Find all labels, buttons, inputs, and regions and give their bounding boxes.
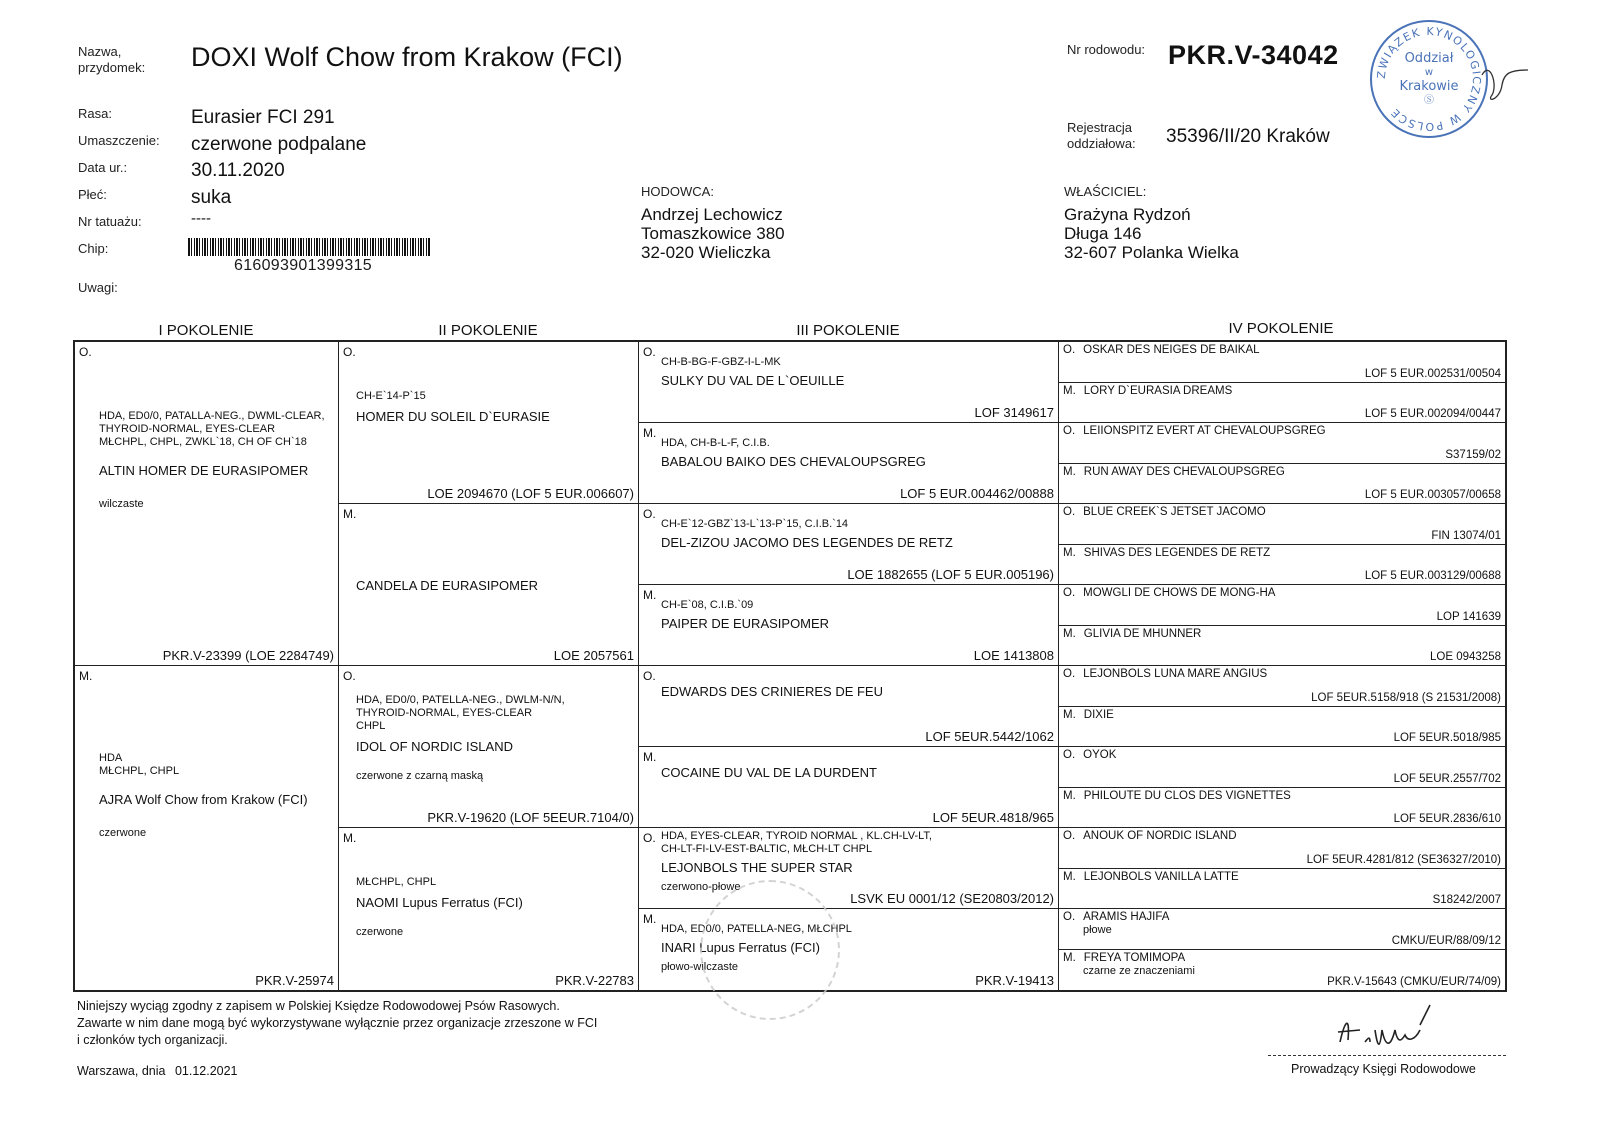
- registration-label-line1: Rejestracja: [1067, 120, 1133, 135]
- ancestor-registration: LOF 5EUR.2836/610: [1393, 813, 1501, 825]
- ancestor-name: LEJONBOLS VANILLA LATTE: [1083, 870, 1239, 883]
- pedigree-cell-gen4: [1059, 504, 1505, 545]
- ancestor-sex-name: [1063, 790, 1291, 802]
- breeder-address: [641, 205, 785, 262]
- chip-barcode-icon: [188, 238, 431, 256]
- ancestor-sex-name: [1063, 871, 1239, 883]
- owner-city: 32-607 Polanka Wielka: [1064, 243, 1239, 262]
- ancestor-info: [356, 876, 634, 938]
- pedigree-number: PKR.V-34042: [1168, 40, 1339, 70]
- pedigree-cell-gen4: [1059, 383, 1505, 424]
- ancestor-sex-name: [1063, 911, 1169, 923]
- ancestor-name: INARI Lupus Ferratus (FCI): [661, 940, 820, 955]
- stamp-line1: Oddział: [1404, 51, 1454, 66]
- ancestor-name: DIXIE: [1083, 708, 1114, 721]
- ancestor-name: EDWARDS DES CRINIERES DE FEU: [661, 684, 883, 699]
- ancestor-title: MŁCHPL, CHPL: [356, 876, 437, 888]
- generation-1-header: I POKOLENIE: [158, 322, 254, 339]
- ancestor-info: [661, 518, 1054, 550]
- ancestor-info: [661, 356, 1054, 388]
- pedigree-cell-gen3: [639, 342, 1059, 423]
- ancestor-sex: O.: [1063, 749, 1076, 761]
- signature-role: Prowadzący Księgi Rodowodowe: [1291, 1062, 1476, 1076]
- ancestor-registration: LOF 5 EUR.004462/00888: [900, 486, 1054, 501]
- color-label: Umaszczenie:: [78, 133, 160, 148]
- ancestor-title: HDA: [99, 752, 123, 764]
- ancestor-info: [661, 437, 1054, 469]
- ancestor-registration: LOE 2094670 (LOF 5 EUR.006607): [427, 486, 634, 501]
- ancestor-name: PAIPER DE EURASIPOMER: [661, 616, 830, 631]
- ancestor-name: FREYA TOMIMOPA: [1083, 951, 1186, 964]
- sex-value: suka: [191, 187, 232, 208]
- ancestor-sex: O.: [1063, 587, 1076, 599]
- ancestor-color: czerwone: [356, 926, 404, 938]
- ancestor-sex: O.: [343, 345, 356, 359]
- ancestor-sex: O.: [643, 345, 656, 359]
- ancestor-registration: LOF 5EUR.2557/702: [1393, 772, 1501, 785]
- ancestor-sex-name: [1063, 385, 1232, 397]
- ancestor-sex: M.: [79, 669, 93, 683]
- ancestor-info: [99, 752, 334, 839]
- birth-date-label: Data ur.:: [78, 160, 128, 175]
- ancestor-name: SULKY DU VAL DE L`OEUILLE: [661, 373, 845, 388]
- pedigree-cell-gen4: [1059, 585, 1505, 626]
- ancestor-title: CH-LT-FI-LV-EST-BALTIC, MŁCH-LT CHPL: [661, 843, 873, 855]
- ancestor-title: HDA, ED0/0, PATALLA-NEG., DWML-CLEAR,: [99, 410, 325, 422]
- remarks-label: Uwagi:: [78, 280, 118, 295]
- ancestor-sex: M.: [1063, 384, 1076, 397]
- owner-address: [1064, 205, 1239, 262]
- ancestor-sex: O.: [1063, 911, 1076, 923]
- breeder-street: Tomaszkowice 380: [641, 224, 785, 243]
- pedigree-cell-gen3: [639, 747, 1059, 828]
- ancestor-sex: O.: [643, 831, 656, 845]
- ancestor-sex: O.: [1063, 830, 1076, 842]
- ancestor-registration: PKR.V-19620 (LOF 5EEUR.7104/0): [427, 810, 634, 825]
- ancestor-name: PHILOUTE DU CLOS DES VIGNETTES: [1083, 789, 1291, 802]
- issue-date: 01.12.2021: [174, 1064, 238, 1078]
- pedigree-cell-gen4: [1059, 950, 1505, 991]
- tattoo-value: ----: [191, 210, 211, 227]
- ancestor-registration: LOE 1882655 (LOF 5 EUR.005196): [847, 567, 1054, 582]
- pedigree-cell-gen4: [1059, 342, 1505, 383]
- ancestor-registration: LOF 5EUR.5158/918 (S 21531/2008): [1311, 691, 1501, 704]
- ancestor-sex: O.: [343, 669, 356, 683]
- ancestor-registration: PKR.V-25974: [255, 973, 334, 988]
- ancestor-registration: LOE 2057561: [553, 648, 634, 663]
- place-date: [77, 1063, 238, 1080]
- ancestor-color: wilczaste: [99, 498, 144, 510]
- ancestor-name: CANDELA DE EURASIPOMER: [356, 578, 539, 593]
- ancestor-title: HDA, ED0/0, PATELLA-NEG., DWLM-N/N,: [356, 694, 565, 706]
- ancestor-sex-name: [1063, 466, 1285, 478]
- ancestor-sex: M.: [1063, 789, 1076, 802]
- ancestor-title: THYROID-NORMAL, EYES-CLEAR: [356, 707, 533, 719]
- chip-number: 616093901399315: [234, 257, 372, 274]
- pedigree-cell-gen4: [1059, 545, 1505, 586]
- ancestor-info: [356, 572, 634, 593]
- pedigree-cell-gen1: [75, 666, 339, 990]
- stamp-ring-text: ZWIĄZEK KYNOLOGICZNY W POLSCE: [1374, 24, 1484, 134]
- ancestor-name: GLIVIA DE MHUNNER: [1083, 627, 1202, 640]
- ancestor-name: RUN AWAY DES CHEVALOUPSGREG: [1083, 465, 1285, 478]
- ancestor-info: [356, 390, 634, 424]
- breeder-city: 32-020 Wieliczka: [641, 243, 771, 262]
- ancestor-name: LEIIONSPITZ EVERT AT CHEVALOUPSGREG: [1083, 425, 1326, 437]
- ancestor-registration: PKR.V-23399 (LOE 2284749): [162, 648, 334, 663]
- ancestor-title: CHPL: [356, 720, 386, 732]
- ancestor-registration: LOF 5EUR.5442/1062: [925, 729, 1054, 744]
- ancestor-name: OSKAR DES NEIGES DE BAIKAL: [1083, 344, 1260, 356]
- ancestor-sex-name: [1063, 547, 1270, 559]
- ancestor-registration: LOP 141639: [1436, 610, 1501, 623]
- pedigree-cell-gen2: [339, 666, 639, 828]
- ancestor-registration: LOF 5EUR.4818/965: [932, 810, 1054, 825]
- footer-line3: i członków tych organizacji.: [77, 1033, 228, 1047]
- breeder-name: Andrzej Lechowicz: [641, 205, 783, 224]
- ancestor-color: czerwono-płowe: [661, 881, 741, 893]
- ancestor-sex-name: [1063, 506, 1266, 518]
- ancestor-title: HDA, CH-B-L-F, C.I.B.: [661, 437, 770, 449]
- ancestor-title: HDA, ED0/0, PATELLA-NEG, MŁCHPL: [661, 923, 852, 935]
- ancestor-sex-name: [1063, 830, 1237, 842]
- ancestor-registration: LOF 5 EUR.002531/00504: [1364, 367, 1501, 380]
- ancestor-sex-name: [1063, 952, 1185, 964]
- ancestor-registration: LOF 5EUR.5018/985: [1393, 732, 1501, 744]
- ancestor-title: MŁCHPL, CHPL, ZWKL`18, CH OF CH`18: [99, 436, 307, 448]
- pedigree-cell-gen2: [339, 342, 639, 504]
- ancestor-color: płowe: [1083, 924, 1112, 936]
- ancestor-registration: LOE 1413808: [973, 648, 1054, 663]
- ancestor-sex-name: [1063, 425, 1326, 437]
- ancestor-sex: O.: [79, 345, 92, 359]
- ancestor-sex: O.: [1063, 344, 1076, 356]
- registration-label: [1067, 120, 1136, 152]
- ancestor-name: BLUE CREEK`S JETSET JACOMO: [1083, 506, 1266, 518]
- ancestor-info: [661, 830, 1054, 893]
- owner-label: WŁAŚCICIEL:: [1064, 184, 1147, 199]
- ancestor-sex-name: [1063, 668, 1267, 680]
- ancestor-name: MOWGLI DE CHOWS DE MONG-HA: [1083, 587, 1276, 599]
- pedigree-number-label: Nr rodowodu:: [1067, 42, 1146, 57]
- ancestor-name: SHIVAS DES LEGENDES DE RETZ: [1083, 546, 1271, 559]
- tattoo-label: Nr tatuażu:: [78, 214, 142, 229]
- ancestor-sex: O.: [643, 669, 656, 683]
- pedigree-cell-gen3: [639, 666, 1059, 747]
- ancestor-registration: PKR.V-19413: [975, 973, 1054, 988]
- ancestor-info: [356, 694, 634, 782]
- ancestor-title: CH-E`14-P`15: [356, 390, 426, 402]
- pedigree-cell-gen2: [339, 828, 639, 990]
- pedigree-cell-gen4: [1059, 909, 1505, 950]
- ancestor-sex: O.: [1063, 506, 1076, 518]
- signature-squiggle-icon: [1480, 55, 1530, 110]
- ancestor-color: czarne ze znaczeniami: [1083, 964, 1195, 977]
- name-label-line1: Nazwa,: [78, 44, 122, 59]
- ancestor-sex: M.: [1063, 465, 1076, 478]
- ancestor-sex: M.: [643, 588, 657, 602]
- pedigree-cell-gen4: [1059, 626, 1505, 667]
- ancestor-sex: M.: [643, 912, 657, 926]
- ancestor-info: [99, 410, 334, 510]
- pedigree-cell-gen3: [639, 423, 1059, 504]
- ancestor-sex-name: [1063, 344, 1260, 356]
- stamp-emblem-icon: Ⓢ: [1424, 95, 1434, 106]
- ancestor-sex: M.: [643, 426, 657, 440]
- generation-4-header: IV POKOLENIE: [1228, 320, 1334, 337]
- generation-3-header: III POKOLENIE: [796, 322, 900, 339]
- ancestor-name: NAOMI Lupus Ferratus (FCI): [356, 895, 523, 910]
- ancestor-registration: LOF 5EUR.4281/812 (SE36327/2010): [1306, 853, 1501, 866]
- sex-label: Płeć:: [78, 187, 107, 202]
- name-label-line2: przydomek:: [78, 60, 146, 75]
- ancestor-registration: FIN 13074/01: [1431, 529, 1501, 542]
- ancestor-title: CH-E`08, C.I.B.`09: [661, 599, 754, 611]
- pedigree-cell-gen4: [1059, 423, 1505, 464]
- signature-icon: [1320, 1000, 1450, 1055]
- ancestor-sex: M.: [343, 831, 357, 845]
- place-date-label: Warszawa, dnia: [77, 1064, 166, 1078]
- ancestor-registration: S18242/2007: [1432, 894, 1501, 906]
- pedigree-cell-gen3: [639, 585, 1059, 666]
- stamp-line2: w: [1424, 67, 1434, 78]
- ancestor-sex-name: [1063, 628, 1201, 640]
- registration-value: 35396/II/20 Kraków: [1166, 126, 1330, 147]
- ancestor-sex: O.: [643, 507, 656, 521]
- ancestor-color: czerwone z czarną maską: [356, 770, 484, 782]
- ancestor-sex: M.: [1063, 870, 1076, 883]
- ancestor-name: DEL-ZIZOU JACOMO DES LEGENDES DE RETZ: [661, 535, 953, 550]
- official-stamp: [1370, 20, 1488, 138]
- footer-line2: Zawarte w nim dane mogą być wykorzystywane wyłącznie przez organizacje zrzeszone w FCI: [77, 1016, 598, 1030]
- ancestor-sex: M.: [1063, 546, 1076, 559]
- ancestor-registration: LOF 5 EUR.002094/00447: [1364, 408, 1501, 420]
- ancestor-registration: LOF 3149617: [974, 405, 1054, 420]
- name-label: [78, 44, 145, 76]
- ancestor-sex-name: [1063, 749, 1116, 761]
- ancestor-info: [661, 680, 1054, 699]
- dog-name: DOXI Wolf Chow from Krakow (FCI): [191, 42, 623, 72]
- pedigree-cell-gen3: [639, 504, 1059, 585]
- pedigree-cell-gen1: [75, 342, 339, 666]
- ancestor-registration: CMKU/EUR/88/09/12: [1391, 934, 1501, 947]
- ancestor-sex: M.: [1063, 708, 1076, 721]
- ancestor-registration: LOF 5 EUR.003129/00688: [1364, 570, 1501, 582]
- ancestor-info: [661, 599, 1054, 631]
- ancestor-name: COCAINE DU VAL DE LA DURDENT: [661, 765, 877, 780]
- pedigree-cell-gen4: [1059, 747, 1505, 788]
- ancestor-name: OYOK: [1083, 749, 1117, 761]
- pedigree-cell-gen4: [1059, 666, 1505, 707]
- birth-date-value: 30.11.2020: [191, 160, 285, 181]
- ancestor-title: CH-B-BG-F-GBZ-I-L-MK: [661, 356, 781, 368]
- signature-line: [1268, 1055, 1506, 1056]
- chip-label: Chip:: [78, 241, 109, 256]
- pedigree-cell-gen4: [1059, 828, 1505, 869]
- owner-street: Długa 146: [1064, 224, 1142, 243]
- ancestor-registration: LSVK EU 0001/12 (SE20803/2012): [850, 891, 1054, 906]
- ancestor-name: ARAMIS HAJIFA: [1083, 911, 1170, 923]
- footer-disclaimer: [77, 998, 597, 1049]
- color-value: czerwone podpalane: [191, 134, 367, 155]
- ancestor-name: ANOUK OF NORDIC ISLAND: [1083, 830, 1237, 842]
- ancestor-registration: S37159/02: [1445, 448, 1501, 461]
- ancestor-name: LORY D`EURASIA DREAMS: [1083, 384, 1233, 397]
- footer-line1: Niniejszy wyciąg zgodny z zapisem w Polskiej Księdze Rodowodowej Psów Rasowych.: [77, 999, 560, 1013]
- ancestor-name: BABALOU BAIKO DES CHEVALOUPSGREG: [661, 454, 926, 469]
- ancestor-title: MŁCHPL, CHPL: [99, 765, 180, 777]
- ancestor-sex: M.: [1063, 627, 1076, 640]
- breed-label: Rasa:: [78, 106, 112, 121]
- ancestor-sex: M.: [643, 750, 657, 764]
- registration-label-line2: oddziałowa:: [1067, 136, 1136, 151]
- generation-2-header: II POKOLENIE: [438, 322, 538, 339]
- ancestor-name: ALTIN HOMER DE EURASIPOMER: [99, 463, 309, 478]
- ancestor-title: THYROID-NORMAL, EYES-CLEAR: [99, 423, 276, 435]
- ancestor-name: LEJONBOLS LUNA MARE ANGIUS: [1083, 668, 1268, 680]
- ancestor-color: czerwone: [99, 827, 147, 839]
- pedigree-cell-gen4: [1059, 788, 1505, 829]
- ancestor-sex: O.: [1063, 668, 1076, 680]
- ancestor-sex-name: [1063, 709, 1114, 721]
- ancestor-color: płowo-wilczaste: [661, 961, 739, 973]
- ancestor-sex-name: [1063, 587, 1275, 599]
- breeder-label: HODOWCA:: [641, 184, 714, 199]
- ancestor-name: IDOL OF NORDIC ISLAND: [356, 739, 513, 754]
- pedigree-cell-gen2: [339, 504, 639, 666]
- pedigree-cell-gen3: [639, 828, 1059, 909]
- ancestor-sex: O.: [1063, 425, 1076, 437]
- ancestor-registration: PKR.V-15643 (CMKU/EUR/74/09): [1327, 976, 1501, 988]
- breed-value: Eurasier FCI 291: [191, 107, 335, 128]
- ancestor-info: [661, 761, 1054, 780]
- ancestor-title: CH-E`12-GBZ`13-L`13-P`15, C.I.B.`14: [661, 518, 849, 530]
- owner-name: Grażyna Rydzoń: [1064, 205, 1191, 224]
- pedigree-cell-gen4: [1059, 869, 1505, 910]
- ancestor-title: HDA, EYES-CLEAR, TYROID NORMAL , KL.CH-LV-LT,: [661, 830, 932, 842]
- ancestor-sex: M.: [1063, 951, 1076, 964]
- ancestor-registration: PKR.V-22783: [555, 973, 634, 988]
- pedigree-cell-gen4: [1059, 464, 1505, 505]
- ancestor-name: LEJONBOLS THE SUPER STAR: [661, 860, 853, 875]
- ancestor-name: HOMER DU SOLEIL D`EURASIE: [356, 409, 550, 424]
- pedigree-cell-gen4: [1059, 707, 1505, 748]
- ancestor-registration: LOE 0943258: [1430, 651, 1501, 663]
- ancestor-name: AJRA Wolf Chow from Krakow (FCI): [99, 792, 308, 807]
- ancestor-sex: M.: [343, 507, 357, 521]
- ancestor-registration: LOF 5 EUR.003057/00658: [1364, 489, 1501, 501]
- stamp-line3: Krakowie: [1399, 79, 1459, 94]
- faded-stamp-icon: [700, 880, 840, 1020]
